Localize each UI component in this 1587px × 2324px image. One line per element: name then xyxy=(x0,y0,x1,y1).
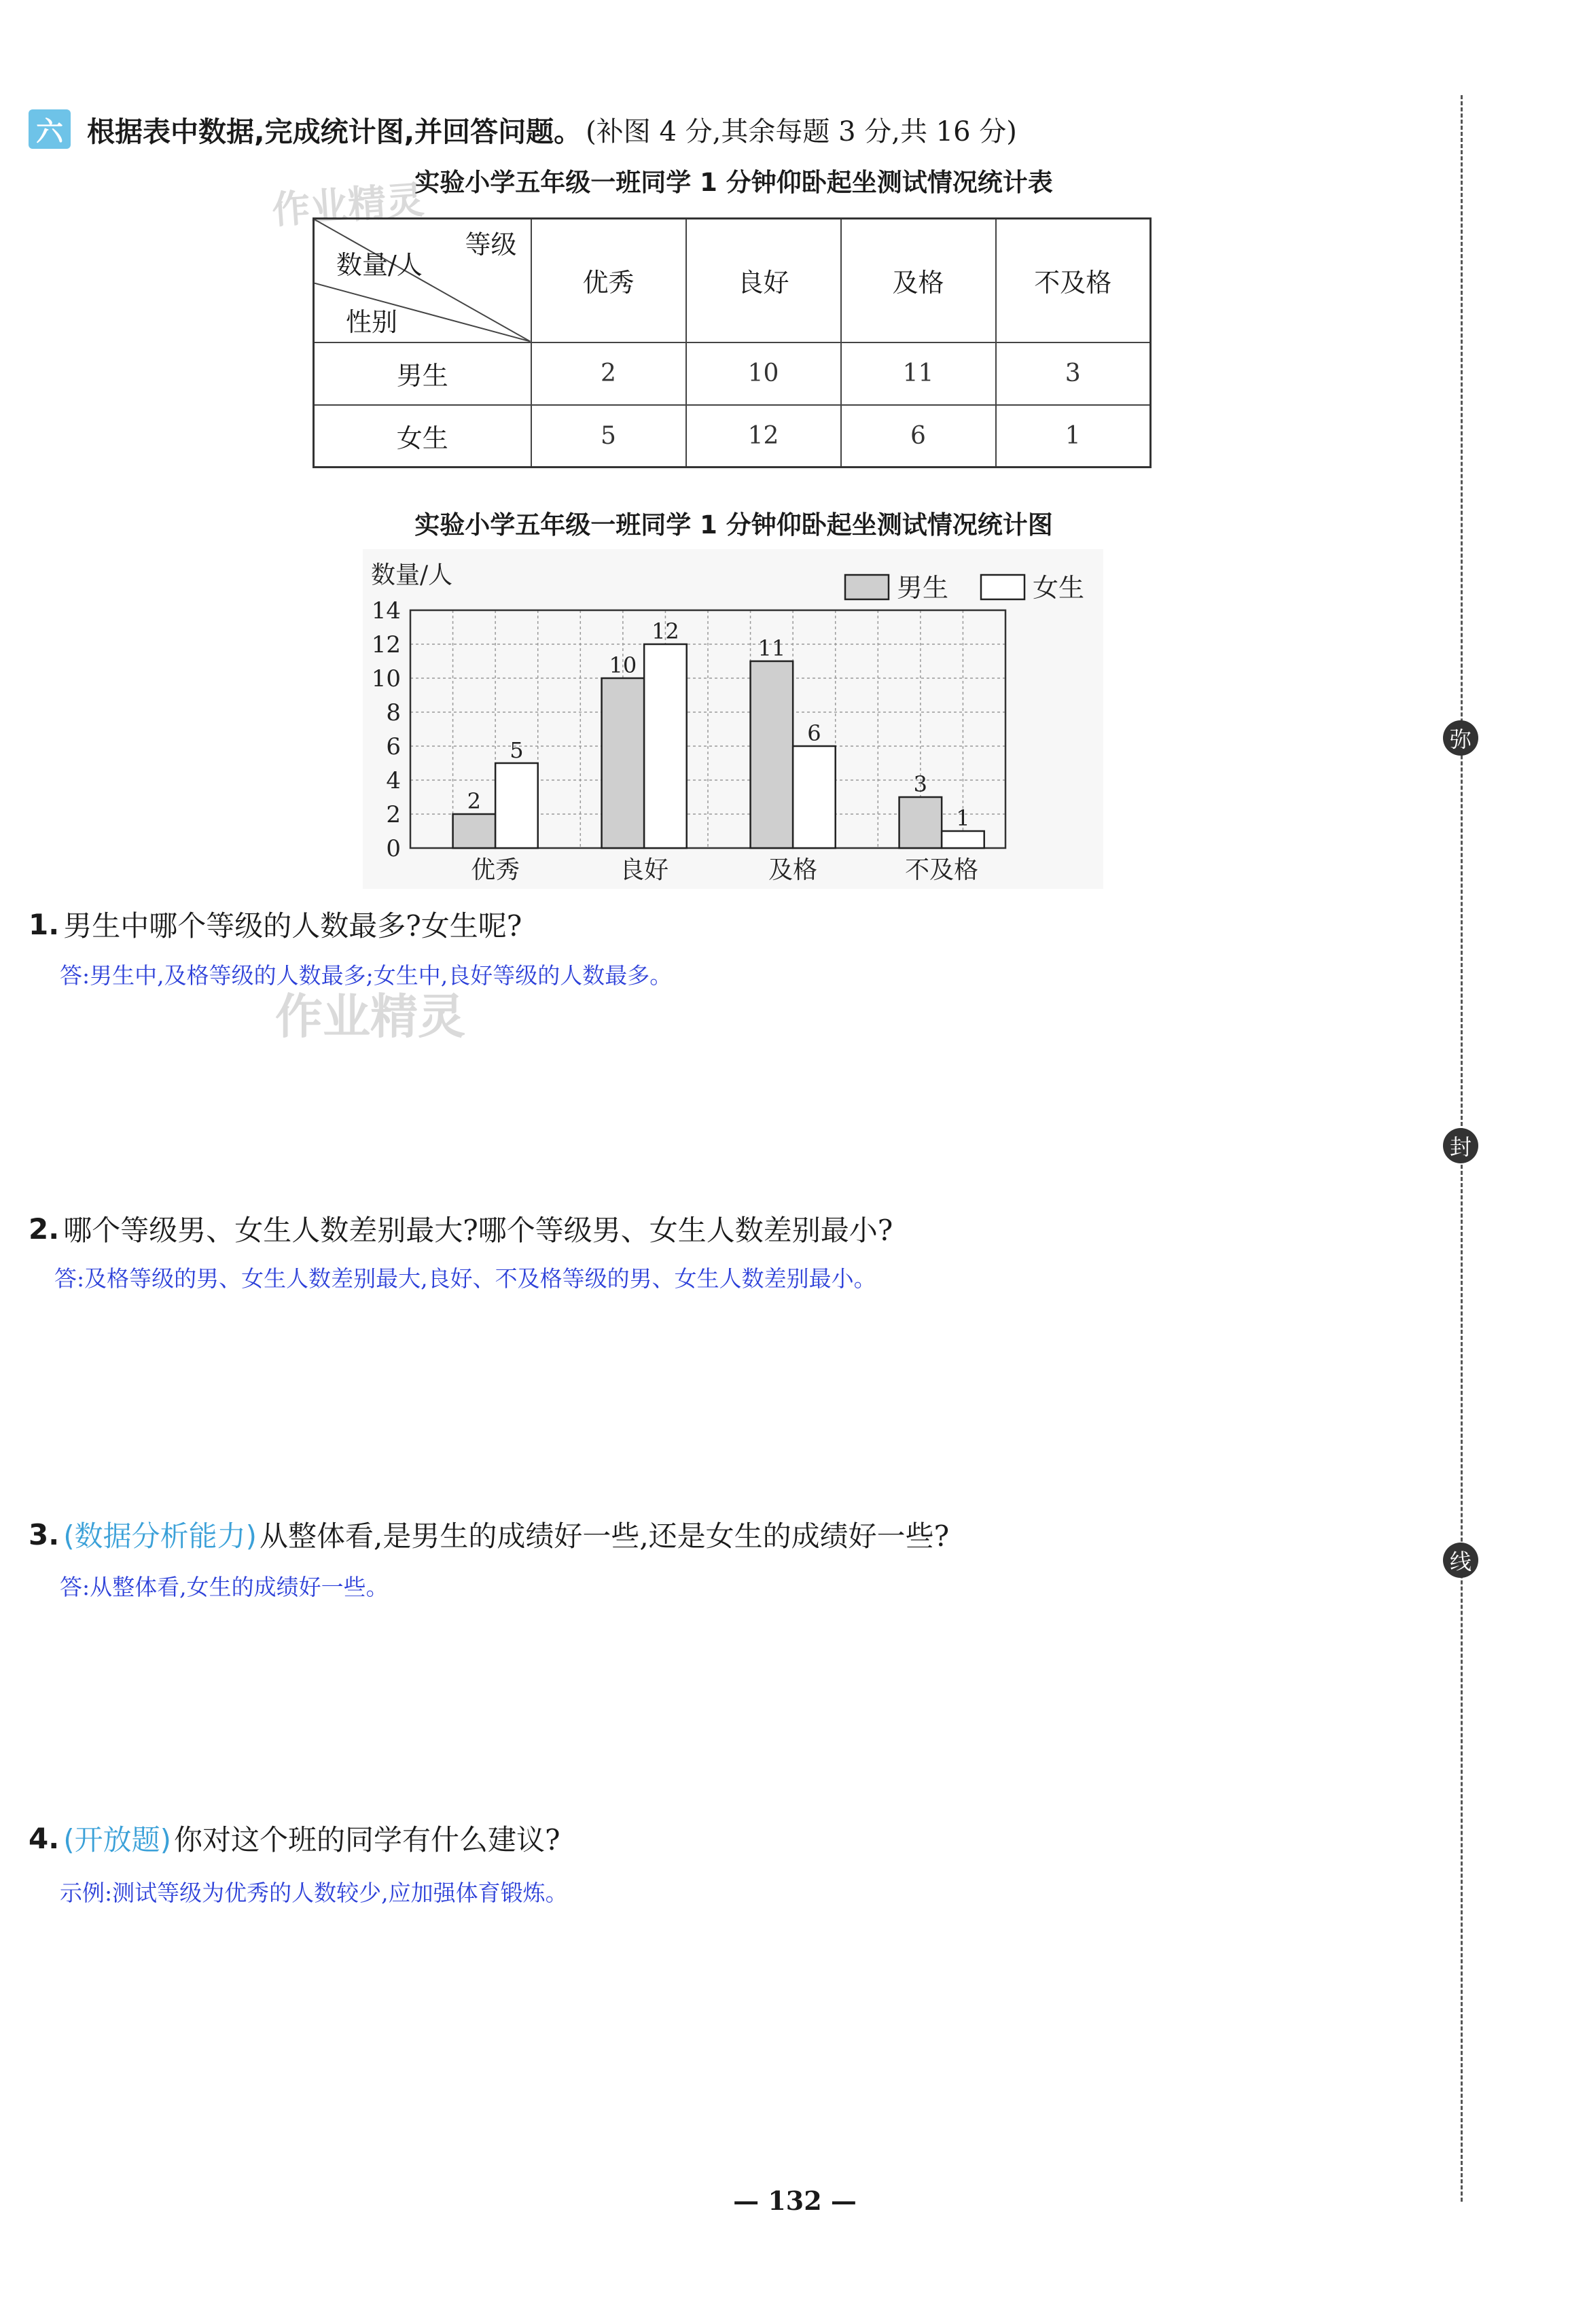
column-header: 优秀 xyxy=(531,219,686,342)
bar xyxy=(942,831,984,848)
question-3 xyxy=(29,1514,949,1555)
y-tick-label: 6 xyxy=(386,733,401,760)
table-cell: 6 xyxy=(841,405,996,468)
legend-swatch xyxy=(981,575,1024,599)
section-score-note: (补图 4 分,其余每题 3 分,共 16 分) xyxy=(586,116,1017,147)
bar-data-label: 12 xyxy=(652,618,679,644)
row-label: 女生 xyxy=(314,405,531,468)
bar xyxy=(793,746,836,848)
bar xyxy=(899,797,942,848)
question-4 xyxy=(29,1818,560,1859)
answer-4: 示例:测试等级为优秀的人数较少,应加强体育锻炼。 xyxy=(60,1880,568,1906)
row-label: 男生 xyxy=(314,342,531,405)
table-cell: 5 xyxy=(531,405,686,468)
chart-title: 实验小学五年级一班同学 1 分钟仰卧起坐测试情况统计图 xyxy=(414,510,1053,540)
y-tick-label: 0 xyxy=(386,835,401,862)
y-tick-label: 4 xyxy=(386,767,401,794)
bar xyxy=(602,678,645,848)
question-text: 你对这个班的同学有什么建议? xyxy=(173,1823,560,1856)
legend-label: 女生 xyxy=(1033,573,1085,603)
table-cell: 1 xyxy=(996,405,1151,468)
section-title: 根据表中数据,完成统计图,并回答问题。 xyxy=(87,115,582,148)
question-number: 3. xyxy=(29,1517,60,1551)
y-tick-label: 2 xyxy=(386,801,401,828)
corner-gender-label: 性别 xyxy=(346,307,398,337)
x-tick-label: 不及格 xyxy=(905,856,979,884)
answer-1: 答:男生中,及格等级的人数最多;女生中,良好等级的人数最多。 xyxy=(60,962,673,989)
bar-data-label: 1 xyxy=(956,805,970,831)
column-header: 良好 xyxy=(686,219,841,342)
section-number-badge: 六 xyxy=(29,109,71,149)
legend-swatch xyxy=(845,575,889,599)
corner-grade-label: 等级 xyxy=(465,230,517,260)
question-tag: (数据分析能力) xyxy=(63,1519,257,1553)
question-number: 1. xyxy=(29,907,60,941)
question-number: 2. xyxy=(29,1212,60,1246)
bar-data-label: 11 xyxy=(757,635,786,661)
legend-label: 男生 xyxy=(897,573,949,603)
question-text: 哪个等级男、女生人数差别最大?哪个等级男、女生人数差别最小? xyxy=(63,1214,893,1247)
bar xyxy=(644,644,687,848)
y-tick-label: 14 xyxy=(371,597,401,624)
y-tick-label: 10 xyxy=(371,665,401,692)
table-cell: 12 xyxy=(686,405,841,468)
question-2 xyxy=(29,1208,893,1249)
bar-data-label: 10 xyxy=(609,652,637,678)
y-tick-label: 8 xyxy=(386,699,401,726)
table-cell: 11 xyxy=(841,342,996,405)
bar xyxy=(751,661,794,848)
bar-data-label: 2 xyxy=(467,788,482,814)
x-tick-label: 及格 xyxy=(768,856,818,884)
question-number: 4. xyxy=(29,1821,60,1855)
table-cell: 2 xyxy=(531,342,686,405)
binding-mark: 线 xyxy=(1443,1543,1478,1578)
watermark: 作业精灵 xyxy=(270,178,426,233)
page-number: — 132 — xyxy=(733,2185,857,2216)
data-table xyxy=(313,217,1152,468)
table-row xyxy=(314,342,1151,405)
table-cell: 3 xyxy=(996,342,1151,405)
table-cell: 10 xyxy=(686,342,841,405)
question-text: 男生中哪个等级的人数最多?女生呢? xyxy=(63,909,522,943)
question-1 xyxy=(29,904,522,945)
y-tick-label: 12 xyxy=(371,631,401,658)
bar-data-label: 3 xyxy=(913,771,928,797)
x-tick-label: 良好 xyxy=(620,856,669,884)
answer-2: 答:及格等级的男、女生人数差别最大,良好、不及格等级的男、女生人数差别最小。 xyxy=(54,1265,876,1292)
table-row xyxy=(314,405,1151,468)
section-header xyxy=(29,102,1017,156)
binding-mark: 封 xyxy=(1443,1128,1478,1163)
bar-chart xyxy=(363,549,1103,889)
x-tick-label: 优秀 xyxy=(471,856,520,884)
table-title: 实验小学五年级一班同学 1 分钟仰卧起坐测试情况统计表 xyxy=(414,168,1053,197)
binding-mark: 弥 xyxy=(1443,720,1478,756)
y-axis-label: 数量/人 xyxy=(371,561,453,589)
bar xyxy=(495,763,538,848)
table-corner-cell xyxy=(314,219,531,342)
question-tag: (开放题) xyxy=(63,1823,171,1856)
bar-data-label: 6 xyxy=(807,720,821,746)
corner-quantity-label: 数量/人 xyxy=(336,250,423,280)
watermark: 作业精灵 xyxy=(275,989,465,1044)
answer-3: 答:从整体看,女生的成绩好一些。 xyxy=(60,1574,389,1600)
question-text: 从整体看,是男生的成绩好一些,还是女生的成绩好一些? xyxy=(259,1519,950,1553)
bar-data-label: 5 xyxy=(510,737,524,763)
column-header: 及格 xyxy=(841,219,996,342)
bar xyxy=(453,814,496,848)
column-header: 不及格 xyxy=(996,219,1151,342)
table-header-row xyxy=(314,219,1151,342)
